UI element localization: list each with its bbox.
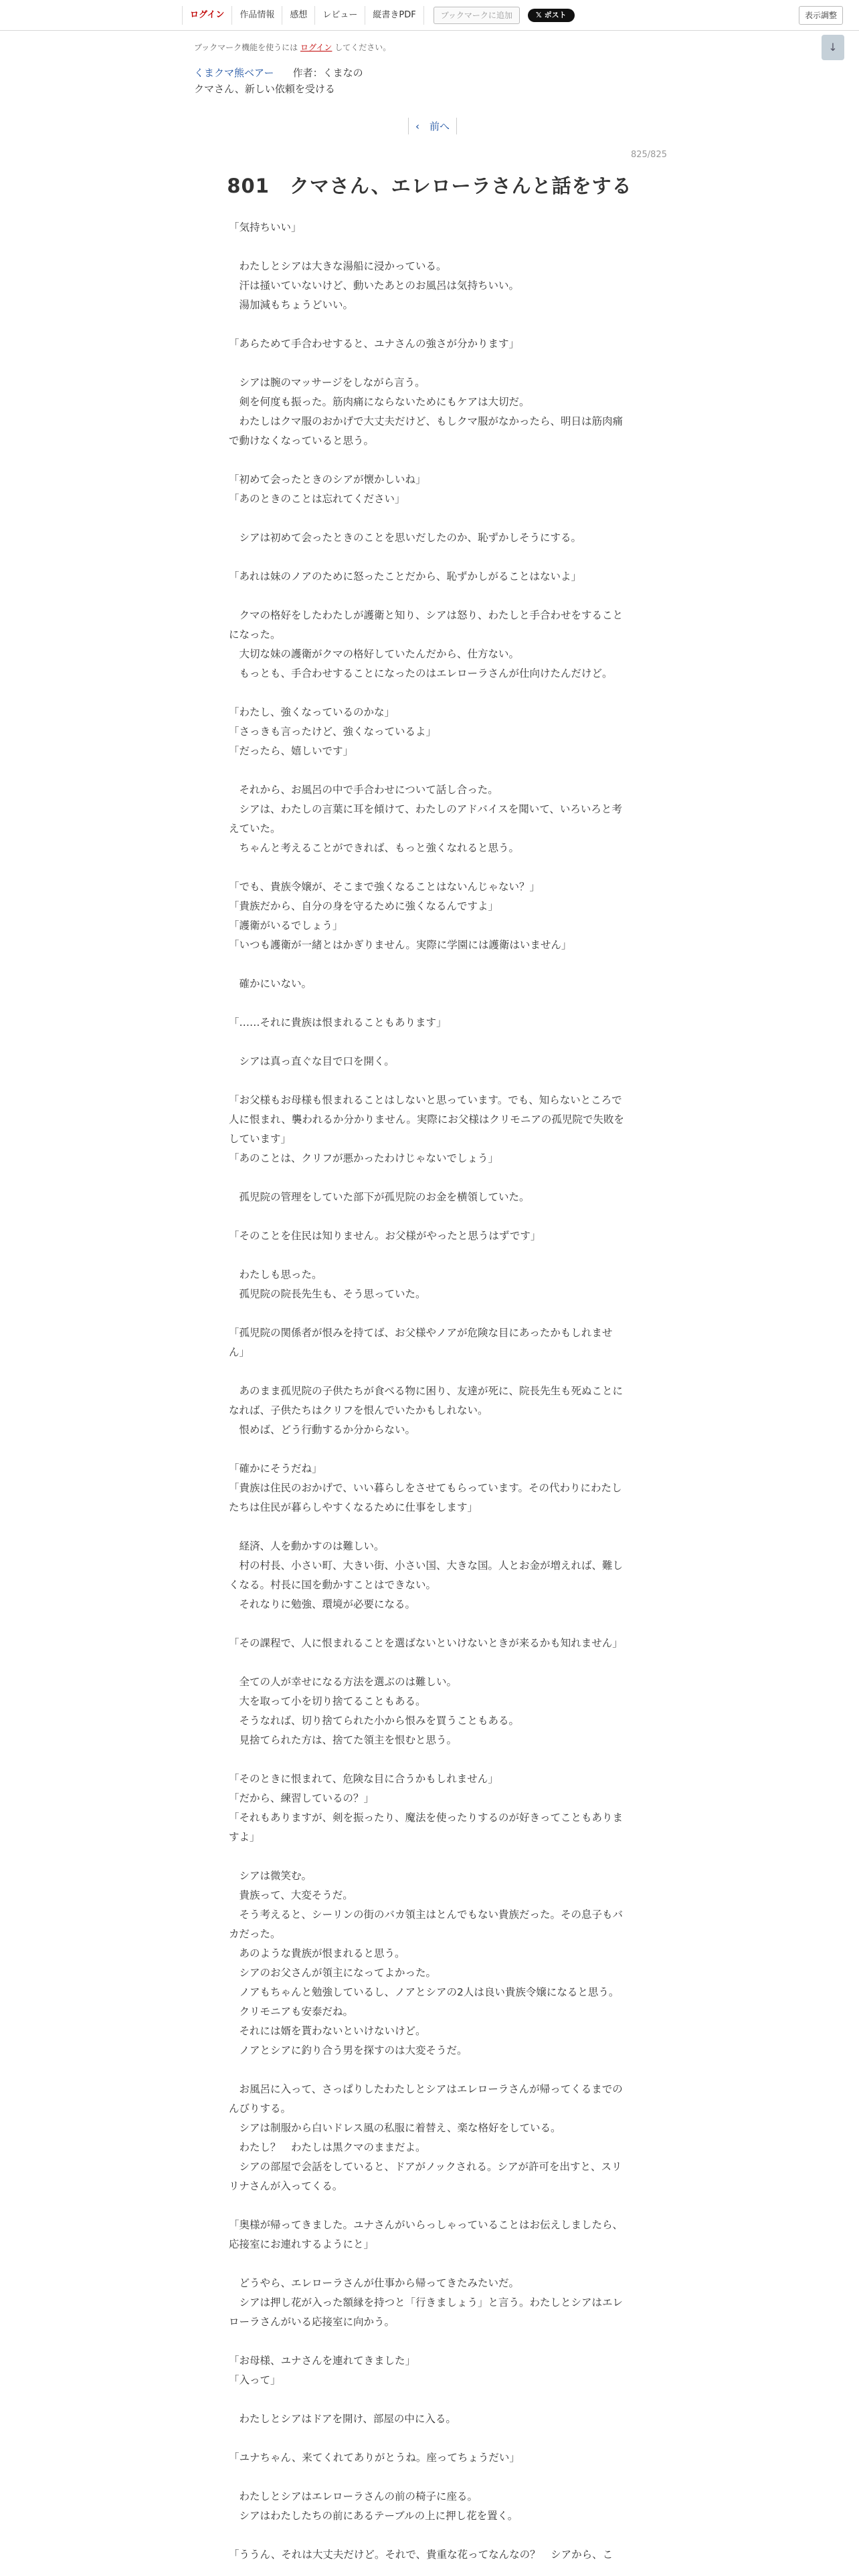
login-notice <box>194 41 391 53</box>
body-paragraph: 「貴族は住民のおかげで、いい暮らしをさせてもらっています。その代わりにわたしたちは住民が暮らしやすくなるために仕事をします」 <box>229 1482 622 1513</box>
body-paragraph: 「護衛がいるでしょう」 <box>229 920 343 932</box>
body-paragraph: 「初めて会ったときのシアが懐かしいね」 <box>229 473 426 486</box>
novel-body <box>229 218 626 2565</box>
body-paragraph: 「貴族だから、自分の身を守るために強くなるんですよ」 <box>229 900 499 912</box>
body-paragraph: 見捨てられた方は、捨てた領主を恨むと思う。 <box>229 1734 458 1746</box>
login-link[interactable]: ログイン <box>182 6 231 25</box>
body-paragraph <box>229 994 626 1013</box>
body-paragraph: それなりに勉強、環境が必要になる。 <box>229 1598 416 1610</box>
body-paragraph: 「そのときに恨まれて、危険な目に合うかもしれません」 <box>229 1773 498 1785</box>
page-count: 825/825 <box>630 150 667 160</box>
body-paragraph <box>229 1304 626 1323</box>
body-paragraph: シアは腕のマッサージをしながら言う。 <box>229 377 425 389</box>
body-paragraph: 「お母様、ユナさんを連れてきました」 <box>229 2355 416 2367</box>
body-paragraph <box>229 1614 626 1634</box>
body-paragraph: 「あらためて手合わせすると、ユナさんの強さが分かります」 <box>229 338 520 350</box>
body-paragraph <box>229 548 626 567</box>
work-info-link[interactable]: 作品情報 <box>231 6 282 25</box>
prev-page-link[interactable]: ‹ 前へ <box>408 118 457 134</box>
body-paragraph <box>229 2060 626 2080</box>
body-paragraph <box>229 1246 626 1265</box>
body-paragraph: シアの部屋で会話をしていると、ドアがノックされる。シアが許可を出すと、スリリナさんが入ってくる。 <box>229 2161 622 2192</box>
notice-prefix: ブックマーク機能を使うには <box>194 43 298 52</box>
body-paragraph: あのまま孤児院の子供たちが食べる物に困り、友達が死に、院長先生も死ぬことになれば、子供たちはクリフを恨んでいたかもしれない。 <box>229 1385 624 1416</box>
body-paragraph: 剣を何度も振った。筋肉痛にならないためにもケアは大切だ。 <box>229 396 530 408</box>
body-paragraph: それには婿を貰わないといけないけど。 <box>229 2025 426 2037</box>
body-paragraph: 経済、人を動かすのは難しい。 <box>229 1540 385 1552</box>
body-paragraph: お風呂に入って、さっぱりしたわたしとシアはエレローラさんが帰ってくるまでのんびりする。 <box>229 2083 623 2115</box>
body-paragraph <box>229 237 626 257</box>
body-paragraph: 「……それに貴族は恨まれることもあります」 <box>229 1016 447 1029</box>
top-nav-bar <box>0 0 859 31</box>
body-paragraph: そう考えると、シーリンの街のバカ領主はとんでもない貴族だった。その息子もバカだった。 <box>229 1909 624 1940</box>
body-paragraph <box>229 1071 626 1091</box>
body-paragraph: 「だったら、嬉しいです」 <box>229 745 354 757</box>
body-paragraph <box>229 586 626 606</box>
body-paragraph: 「でも、貴族令嬢が、そこまで強くなることはないんじゃない？」 <box>229 881 541 893</box>
body-paragraph: 「確かにそうだね」 <box>229 1463 322 1475</box>
body-paragraph <box>229 2390 626 2409</box>
body-paragraph <box>229 858 626 877</box>
scroll-down-icon[interactable]: ↓ <box>822 35 844 60</box>
body-paragraph: 「あのときのことは忘れてください」 <box>229 493 405 505</box>
body-paragraph: わたしも思った。 <box>229 1269 322 1281</box>
body-paragraph <box>229 2254 626 2274</box>
body-paragraph: わたしはクマ服のおかげで大丈夫だけど、もしクマ服がなかったら、明日は筋肉痛で動けなくなっていると思う。 <box>229 415 624 447</box>
body-paragraph: 全ての人が幸せになる方法を選ぶのは難しい。 <box>229 1676 458 1688</box>
body-paragraph: クマの格好をしたわたしが護衛と知り、シアは怒り、わたしと手合わせをすることになった。 <box>229 609 624 641</box>
body-paragraph: 貴族って、大変そうだ。 <box>229 1889 353 1901</box>
body-paragraph: シアは初めて会ったときのことを思いだしたのか、恥ずかしそうにする。 <box>229 532 582 544</box>
body-paragraph <box>229 1440 626 1459</box>
body-paragraph: 孤児院の院長先生も、そう思っていた。 <box>229 1288 426 1300</box>
body-paragraph: 湯加減もちょうどいい。 <box>229 299 354 311</box>
body-paragraph <box>229 2526 626 2545</box>
body-paragraph: 「あれは妹のノアのために怒ったことだから、恥ずかしがることはないよ」 <box>229 570 582 582</box>
body-paragraph <box>229 451 626 470</box>
notice-login-link[interactable]: ログイン <box>300 43 332 52</box>
body-paragraph: 「孤児院の関係者が恨みを持てば、お父様やノアが危険な目にあったかもしれません」 <box>229 1327 613 1358</box>
body-paragraph: 確かにいない。 <box>229 978 312 990</box>
body-paragraph <box>229 509 626 528</box>
vertical-pdf-link[interactable]: 縦書きPDF <box>365 6 423 25</box>
body-paragraph: シアは押し花が入った額縁を持つと「行きましょう」と言う。わたしとシアはエレローラさんがいる応接室に向かう。 <box>229 2296 624 2328</box>
body-paragraph: 大切な妹の護衛がクマの格好していたんだから、仕方ない。 <box>229 648 520 660</box>
impressions-link[interactable]: 感想 <box>282 6 314 25</box>
body-paragraph: 「だから、練習しているの？」 <box>229 1792 375 1804</box>
body-paragraph <box>229 2196 626 2216</box>
body-paragraph <box>229 315 626 334</box>
body-paragraph: シアは制服から白いドレス風の私服に着替え、楽な格好をしている。 <box>229 2122 561 2134</box>
body-paragraph: 「お父様もお母様も恨まれることはしないと思っています。でも、知らないところで人に恨まれ、襲われるか分かりません。実際にお父様はクリモニアの孤児院で失敗をしています」 <box>229 1094 624 1145</box>
body-paragraph <box>229 1168 626 1188</box>
body-paragraph <box>229 1847 626 1866</box>
body-paragraph: 「気持ちいい」 <box>229 221 302 233</box>
body-paragraph <box>229 2332 626 2351</box>
body-paragraph: どうやら、エレローラさんが仕事から帰ってきたみたいだ。 <box>229 2277 520 2289</box>
body-paragraph <box>229 1362 626 1382</box>
body-paragraph: シアは真っ直ぐな目で口を開く。 <box>229 1055 395 1067</box>
body-paragraph: もっとも、手合わせすることになったのはエレローラさんが仕向けたんだけど。 <box>229 667 613 679</box>
notice-suffix: してください。 <box>335 43 391 52</box>
body-paragraph <box>229 955 626 974</box>
body-paragraph <box>229 1750 626 1769</box>
body-paragraph: 「ユナちゃん、来てくれてありがとうね。座ってちょうだい」 <box>229 2452 520 2464</box>
chapter-group-title: クマさん、新しい依頼を受ける <box>194 83 335 95</box>
body-paragraph: わたしとシアは大きな湯船に浸かっている。 <box>229 260 447 272</box>
body-paragraph: そうなれば、切り捨てられた小から恨みを買うこともある。 <box>229 1715 520 1727</box>
body-paragraph: シアのお父さんが領主になってよかった。 <box>229 1967 437 1979</box>
main-nav <box>182 6 575 25</box>
body-paragraph <box>229 354 626 373</box>
body-paragraph <box>229 1653 626 1673</box>
body-paragraph: 「それもありますが、剣を振ったり、魔法を使ったりするのが好きってこともありますよ」 <box>229 1812 624 1843</box>
body-paragraph <box>229 2468 626 2487</box>
body-paragraph <box>229 761 626 780</box>
body-paragraph: 「さっきも言ったけど、強くなっているよ」 <box>229 726 437 738</box>
body-paragraph: 「あのことは、クリフが悪かったわけじゃないでしょう」 <box>229 1152 499 1164</box>
body-paragraph: 「入って」 <box>229 2374 281 2386</box>
body-paragraph: 恨めば、どう行動するか分からない。 <box>229 1424 416 1436</box>
body-paragraph: 大を取って小を切り捨てることもある。 <box>229 1695 426 1707</box>
body-paragraph: わたしとシアはエレローラさんの前の椅子に座る。 <box>229 2490 478 2502</box>
body-paragraph: 「奥様が帰ってきました。ユナさんがいらっしゃっていることはお伝えしましたら、応接室にお連れするようにと」 <box>229 2219 624 2250</box>
body-paragraph: あのような貴族が恨まれると思う。 <box>229 1947 405 1959</box>
series-title-link[interactable]: くまクマ熊ベアー <box>194 67 274 79</box>
body-paragraph: シアはわたしたちの前にあるテーブルの上に押し花を置く。 <box>229 2510 518 2522</box>
body-paragraph: シアは、わたしの言葉に耳を傾けて、わたしのアドバイスを聞いて、いろいろと考えていた。 <box>229 803 622 835</box>
body-paragraph: 「いつも護衛が一緒とはかぎりません。実際に学園には護衛はいません」 <box>229 939 572 951</box>
x-post-button[interactable]: 𝕏 ポスト <box>528 9 575 22</box>
body-paragraph: 「わたし、強くなっているのかな」 <box>229 706 395 718</box>
body-paragraph: 「その課程で、人に恨まれることを選ばないといけないときが来るかも知れません」 <box>229 1637 623 1649</box>
author-name: 作者：くまなの <box>292 67 363 79</box>
body-paragraph: ノアもちゃんと勉強しているし、ノアとシアの2人は良い貴族令嬢になると思う。 <box>229 1986 619 1998</box>
body-paragraph <box>229 1207 626 1226</box>
body-paragraph <box>229 1033 626 1052</box>
review-link[interactable]: レビュー <box>314 6 365 25</box>
body-paragraph: ちゃんと考えることができれば、もっと強くなれると思う。 <box>229 842 520 854</box>
series-info <box>194 66 363 80</box>
body-paragraph: 「そのことを住民は知りません。お父様がやったと思うはずです」 <box>229 1230 541 1242</box>
body-paragraph: 村の村長、小さい町、大きい街、小さい国、大きな国。人とお金が増えれば、難しくなる。村長に国を動かすことはできない。 <box>229 1560 624 1591</box>
body-paragraph: わたしとシアはドアを開け、部屋の中に入る。 <box>229 2413 456 2425</box>
body-paragraph: わたし？ わたしは黒クマのままだよ。 <box>229 2141 426 2153</box>
body-paragraph: 孤児院の管理をしていた部下が孤児院のお金を横領していた。 <box>229 1191 530 1203</box>
body-paragraph: ノアとシアに釣り合う男を探すのは大変そうだ。 <box>229 2044 468 2056</box>
chapter-title: 801 クマさん、エレローラさんと話をする <box>227 175 632 197</box>
display-settings-button[interactable]: 表示調整 <box>799 6 843 25</box>
body-paragraph: 「ううん、それは大丈夫だけど。それで、貴重な花ってなんなの？ シアから、こ <box>229 2549 613 2561</box>
body-paragraph: 汗は掻いていないけど、動いたあとのお風呂は気持ちいい。 <box>229 280 520 292</box>
body-paragraph: クリモニアも安泰だね。 <box>229 2006 354 2018</box>
body-paragraph: それから、お風呂の中で手合わせについて話し合った。 <box>229 784 498 796</box>
body-paragraph: シアは微笑む。 <box>229 1870 312 1882</box>
body-paragraph <box>229 683 626 703</box>
add-bookmark-button[interactable]: ブックマークに追加 <box>434 7 520 24</box>
body-paragraph <box>229 1517 626 1537</box>
body-paragraph <box>229 2429 626 2448</box>
